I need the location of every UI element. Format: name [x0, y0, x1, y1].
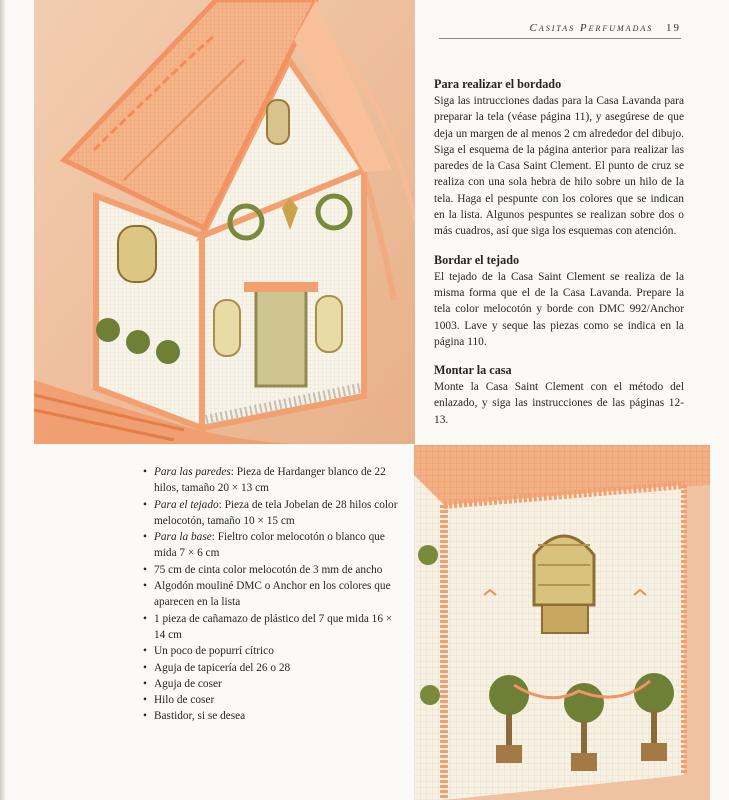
page-gutter: [0, 0, 6, 800]
header-rule: [439, 38, 681, 39]
section-body: Monte la Casa Saint Clement con el método del enlazado, y siga las instrucciones de las páginas 12-13.: [434, 381, 684, 426]
item-text: : Pieza de Hardanger blanco de 22 hilos, tamaño 20 × 13 cm: [154, 466, 386, 495]
section-body: El tejado de la Casa Saint Clement se realiza de la misma forma que el de la Casa Lavanda. Prepare la tela color melocotón y borde con DMC 992/Anchor 1003. Lave y seque las piezas como se indica en la página 110.: [434, 270, 684, 348]
item-text: : Pieza de tela Jobelan de 28 hilos color melocotón, tamaño 10 × 15 cm: [154, 498, 398, 527]
item-label: Para la base: [154, 531, 212, 544]
list-item: [142, 497, 400, 530]
item-text: 75 cm de cinta color melocotón de 3 mm de ancho: [154, 563, 383, 576]
section-assembly: [434, 362, 684, 428]
running-head-title: Casitas Perfumadas: [529, 22, 654, 34]
list-item: [142, 464, 400, 497]
item-text: Bastidor, si se desea: [154, 710, 246, 723]
page-number: 19: [666, 22, 681, 34]
section-roof: [434, 252, 684, 350]
list-item: [142, 676, 400, 692]
materials-list: [142, 464, 400, 725]
item-text: 1 pieza de cañamazo de plástico del 7 que mida 16 × 14 cm: [154, 612, 393, 641]
section-heading: Para realizar el bordado: [434, 77, 562, 91]
list-item: [142, 643, 400, 659]
item-label: Para el tejado: [154, 498, 219, 511]
list-item: [142, 562, 400, 578]
instructions-column: [434, 76, 684, 440]
house-photo-front: [34, 0, 415, 444]
house-photo-closeup: [414, 445, 710, 800]
list-item: [142, 692, 400, 708]
list-item: [142, 611, 400, 644]
item-text: Aguja de tapicería del 26 o 28: [154, 661, 291, 674]
item-label: Para las paredes: [154, 466, 231, 478]
list-item: [142, 708, 400, 724]
item-text: Hilo de coser: [154, 694, 215, 707]
running-head: [529, 22, 681, 34]
item-text: Aguja de coser: [154, 677, 222, 690]
item-text: Algodón mouliné DMC o Anchor en los colores que aparecen en la lista: [154, 580, 391, 609]
list-item: [142, 660, 400, 676]
item-text: : Fieltro color melocotón o blanco que mida 7 × 6 cm: [154, 531, 385, 560]
section-heading: Bordar el tejado: [434, 252, 520, 267]
list-item: [142, 529, 400, 562]
list-item: [142, 578, 400, 611]
section-heading: Montar la casa: [434, 363, 512, 378]
section-embroidery: [434, 76, 684, 240]
section-body: Siga las intrucciones dadas para la Casa Lavanda para preparar la tela (véase página 11), y asegúrese de que deja un margen de al menos 2 cm alrededor del dibujo. Siga el esquema de la página anterior para realizar las paredes de la Casa Saint Clement. El punto de cruz se realiza con una sola hebra de hilo sobre un hilo de la tela. Haga el pespunte con los colores que se indican en la lista. Algunos pespuntes se realizan sobre dos o más cuadros, así que siga los esquemas con atención.: [434, 95, 684, 238]
item-text: Un poco de popurrí cítrico: [154, 645, 274, 658]
